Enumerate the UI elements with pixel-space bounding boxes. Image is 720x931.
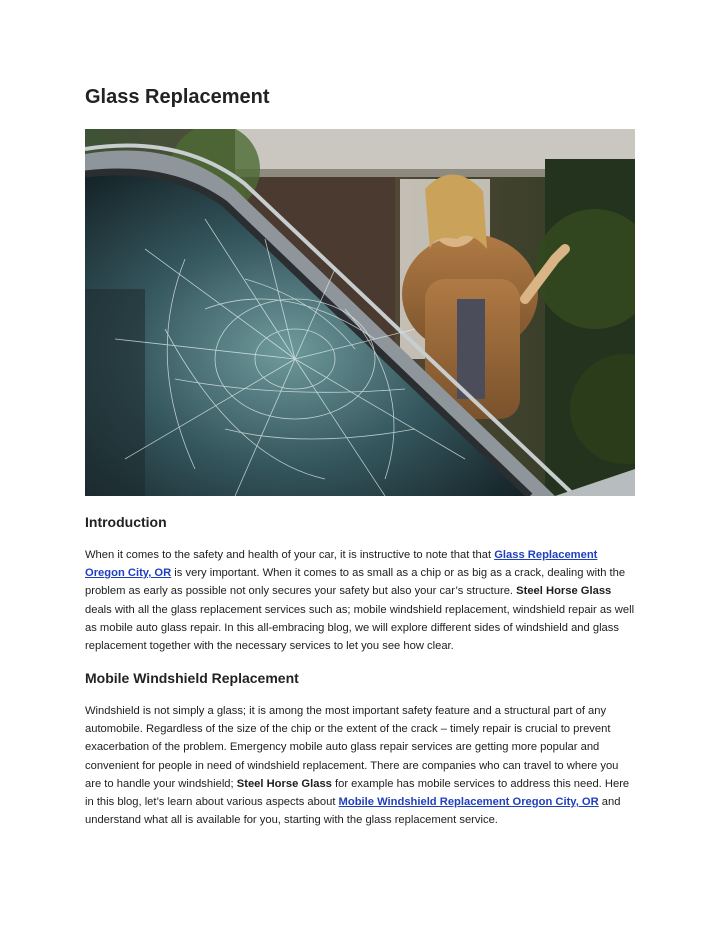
brand-name: Steel Horse Glass <box>516 585 612 598</box>
section-heading-mobile-windshield: Mobile Windshield Replacement <box>85 670 299 686</box>
brand-name: Steel Horse Glass <box>236 777 332 790</box>
mobile-windshield-link[interactable]: Mobile Windshield Replacement Oregon City, OR <box>338 796 599 809</box>
page-title: Glass Replacement <box>85 86 270 108</box>
broken-windshield-photo <box>85 129 635 496</box>
glass-replacement-link[interactable]: Glass Replacement Oregon City, OR <box>85 549 598 580</box>
mobile-windshield-paragraph: Windshield is not simply a glass; it is among the most important safety feature and a structural part of any automobile. Regardless of the size of the chip or the extent of the crack – timely repair is crucial to prevent exacerbation of the problem. Emergency mobile auto glass repair services are getting more popular and convenient for people in need of windshield replacement. There are companies who can travel to where you are to handle your windshield; Steel Horse Glass for example has mobile services to address this need. Here in this blog, let’s learn about various aspects about Mobile Windshield Replacement Oregon City, OR and understand what all is available for you, starting with the glass replacement service. <box>85 705 630 827</box>
photo-illustration <box>85 129 635 496</box>
intro-paragraph: When it comes to the safety and health of your car, it is instructive to note that that Glass Replacement Oregon City, OR is very important. When it comes to as small as a chip or as big as a crack, dealing with the problem as early as possible not only secures your safety but also your car’s structure. Steel Horse Glass deals with all the glass replacement services such as; mobile windshield replacement, windshield repair as well as mobile auto glass repair. In this all-embracing blog, we will explore different sides of windshield and glass replacement together with the necessary services to let you see how clear. <box>85 549 635 653</box>
section-heading-introduction: Introduction <box>85 514 167 530</box>
